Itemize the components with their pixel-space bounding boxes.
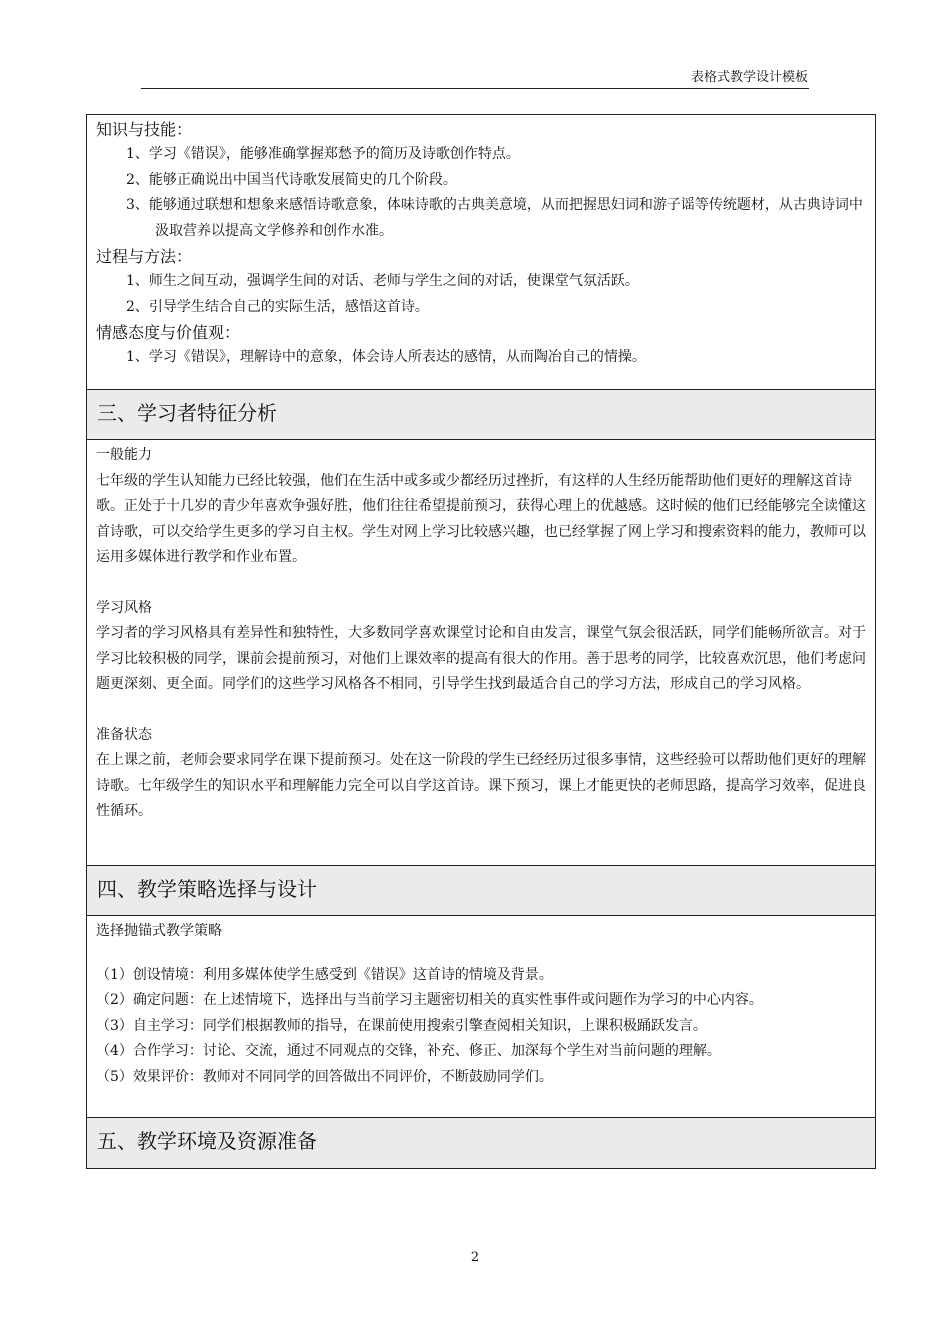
lesson-plan-table — [86, 114, 876, 1169]
strategy-item: （2）确定问题：在上述情境下，选择出与当前学习主题密切相关的真实性事件或问题作为学习的中心内容。 — [96, 992, 763, 1008]
objectives-block — [87, 115, 875, 390]
strategy-intro: 选择抛锚式教学策略 — [96, 923, 222, 939]
strategy-item: （5）效果评价：教师对不同同学的回答做出不同评价，不断鼓励同学们。 — [96, 1068, 553, 1085]
process-item: 1、师生之间互动，强调学生间的对话、老师与学生之间的对话，使课堂气氛活跃。 — [126, 273, 639, 289]
ability-label: 一般能力 — [96, 447, 152, 463]
style-text: 学习者的学习风格具有差异性和独特性，大多数同学喜欢课堂讨论和自由发言，课堂气氛会很活跃，同学们能畅所欲言。对于学习比较积极的同学，课前会提前预习，对他们上课效率的提高有很大的作用。善于思考的同学，比较喜欢沉思，他们考虑问题更深刻、更全面。同学们的这些学习风格各不相同，引导学生找到最适合自己的学习方法，形成自己的学习风格。 — [96, 625, 866, 692]
page-header-title: 表格式教学设计模板 — [690, 70, 808, 85]
style-label: 学习风格 — [96, 599, 152, 616]
knowledge-heading: 知识与技能： — [96, 120, 193, 139]
section-5-heading: 五、教学环境及资源准备 — [87, 1118, 875, 1168]
section-4-heading: 四、教学策略选择与设计 — [87, 866, 875, 916]
knowledge-item: 2、能够正确说出中国当代诗歌发展简史的几个阶段。 — [126, 171, 457, 188]
process-item: 2、引导学生结合自己的实际生活，感悟这首诗。 — [126, 298, 429, 315]
process-heading: 过程与方法： — [96, 247, 193, 266]
strategy-item: （4）合作学习：讨论、交流，通过不同观点的交锋，补充、修正、加深每个学生对当前问题的理解。 — [96, 1043, 721, 1059]
readiness-label: 准备状态 — [96, 726, 152, 743]
section-3-heading: 三、学习者特征分析 — [87, 390, 875, 440]
learner-analysis-block — [87, 440, 875, 866]
strategy-item: （1）创设情境：利用多媒体使学生感受到《错误》这首诗的情境及背景。 — [96, 966, 553, 983]
strategy-block — [87, 916, 875, 1118]
knowledge-item: 3、能够通过联想和想象来感悟诗歌意象，体味诗歌的古典美意境，从而把握思妇词和游子谣等传统题材，从古典诗词中汲取营养以提高文学修养和创作水准。 — [126, 197, 863, 239]
readiness-text: 在上课之前，老师会要求同学在课下提前预习。处在这一阶段的学生已经经历过很多事情，这些经验可以帮助他们更好的理解诗歌。七年级学生的知识水平和理解能力完全可以自学这首诗。课下预习，课上才能更快的老师思路，提高学习效率，促进良性循环。 — [96, 752, 866, 819]
ability-text: 七年级的学生认知能力已经比较强，他们在生活中或多或少都经历过挫折，有这样的人生经历能帮助他们更好的理解这首诗歌。正处于十几岁的青少年喜欢争强好胜，他们往往希望提前预习，获得心理上的优越感。这时候的他们已经能够完全读懂这首诗歌，可以交给学生更多的学习自主权。学生对网上学习比较感兴趣，也已经掌握了网上学习和搜索资料的能力，教师可以运用多媒体进行教学和作业布置。 — [96, 472, 866, 565]
header-rule — [141, 88, 809, 89]
page-number: 2 — [470, 1250, 480, 1265]
emotion-heading: 情感态度与价值观： — [96, 323, 241, 342]
strategy-item: （3）自主学习：同学们根据教师的指导，在课前使用搜索引擎查阅相关知识，上课积极踊跃发言。 — [96, 1017, 707, 1034]
emotion-item: 1、学习《错误》，理解诗中的意象，体会诗人所表达的感情，从而陶冶自己的情操。 — [126, 349, 646, 365]
knowledge-item: 1、学习《错误》，能够准确掌握郑愁予的简历及诗歌创作特点。 — [126, 146, 520, 162]
